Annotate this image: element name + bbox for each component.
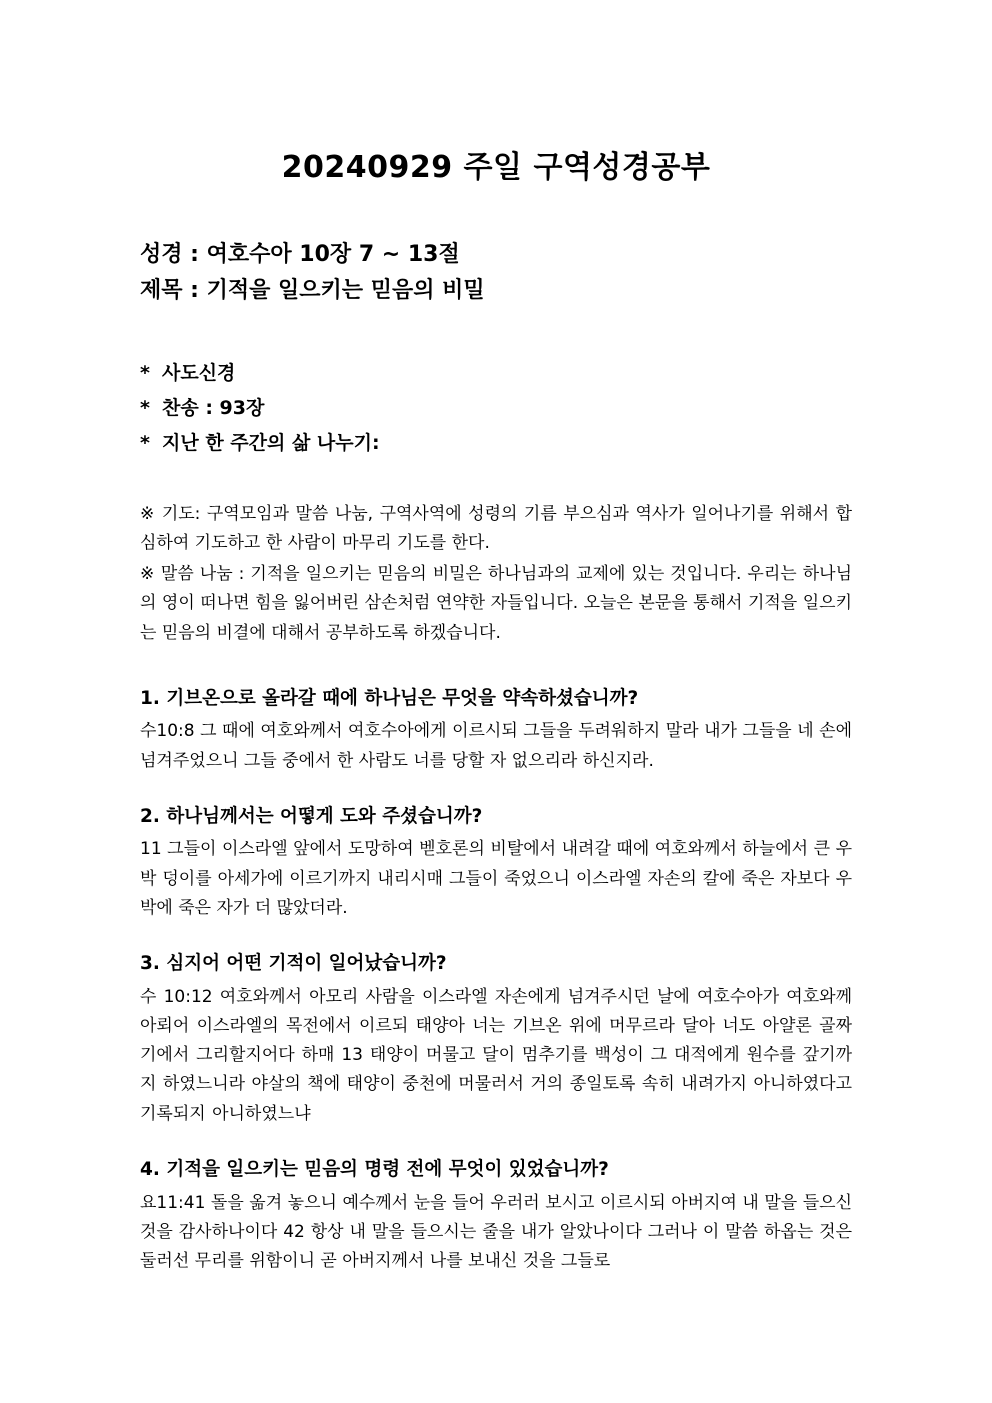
note-prayer: ※ 기도: 구역모임과 말씀 나눔, 구역사역에 성령의 기름 부으심과 역사가 일어나기를 위해서 합심하여 기도하고 한 사람이 마무리 기도를 한다.: [140, 503, 852, 553]
note-word-sharing: ※ 말씀 나눔 : 기적을 일으키는 믿음의 비밀은 하나님과의 교제에 있는 것입니다. 우리는 하나님의 영이 떠나면 힘을 잃어버린 삼손처럼 연약한 자들입니다. 오늘은 본문을 통해서 기적을 일으키는 믿음의 비결에 대해서 공부하도록 하겠습니다.: [140, 564, 852, 643]
order-of-service-list: [140, 356, 852, 461]
answer-text: 요11:41 돌을 옮겨 놓으니 예수께서 눈을 들어 우러러 보시고 이르시되 아버지여 내 말을 들으신 것을 감사하나이다 42 항상 내 말을 들으시는 줄을 내가 알았나이다 그러나 이 말씀 하옵는 것은 둘러선 무리를 위함이니 곧 아버지께서 나를 보내신 것을 그들로: [140, 1192, 852, 1271]
question-text: 3. 심지어 어떤 기적이 일어났습니까?: [140, 953, 447, 975]
list-item-label: 지난 한 주간의 삶 나누기:: [162, 432, 380, 455]
scripture-meta: [140, 238, 852, 308]
scripture-reference: 성경 : 여호수아 10장 7 ~ 13절: [140, 242, 460, 267]
bullet-mark-icon: *: [140, 432, 150, 455]
question-block-2: [140, 802, 852, 923]
list-item-label: 사도신경: [162, 362, 236, 385]
question-block-3: [140, 949, 852, 1129]
notes-section: [140, 500, 852, 648]
bullet-mark-icon: *: [140, 362, 150, 385]
list-item: [140, 426, 852, 461]
lesson-topic: 제목 : 기적을 일으키는 믿음의 비밀: [140, 278, 485, 304]
answer-text: 수 10:12 여호와께서 아모리 사람을 이스라엘 자손에게 넘겨주시던 날에 여호수아가 여호와께 아뢰어 이스라엘의 목전에서 이르되 태양아 너는 기브온 위에 머무르라 달아 너도 아얄론 골짜기에서 그리할지어다 하매 13 태양이 머물고 달이 멈추기를 백성이 그 대적에게 원수를 갚기까지 하였느니라 야살의 책에 태양이 중천에 머물러서 거의 종일토록 속히 내려가지 아니하였다고 기록되지 아니하였느냐: [140, 986, 852, 1124]
question-text: 4. 기적을 일으키는 믿음의 명령 전에 무엇이 있었습니까?: [140, 1158, 609, 1180]
list-item: [140, 391, 852, 426]
question-text: 2. 하나님께서는 어떻게 도와 주셨습니까?: [140, 805, 483, 827]
answer-text: 수10:8 그 때에 여호와께서 여호수아에게 이르시되 그들을 두려워하지 말라 내가 그들을 네 손에 넘겨주었으니 그들 중에서 한 사람도 너를 당할 자 없으리라 하신지라.: [140, 721, 852, 771]
question-block-4: [140, 1155, 852, 1276]
bullet-mark-icon: *: [140, 397, 150, 420]
list-item-label: 찬송 : 93장: [162, 397, 265, 420]
question-block-1: [140, 684, 852, 776]
answer-text: 11 그들이 이스라엘 앞에서 도망하여 벧호론의 비탈에서 내려갈 때에 여호와께서 하늘에서 큰 우박 덩이를 아세가에 이르기까지 내리시매 그들이 죽었으니 이스라엘 자손의 칼에 죽은 자보다 우박에 죽은 자가 더 많았더라.: [140, 839, 852, 918]
page-title: 20240929 주일 구역성경공부: [281, 150, 711, 185]
question-text: 1. 기브온으로 올라갈 때에 하나님은 무엇을 약속하셨습니까?: [140, 687, 639, 709]
list-item: [140, 356, 852, 391]
